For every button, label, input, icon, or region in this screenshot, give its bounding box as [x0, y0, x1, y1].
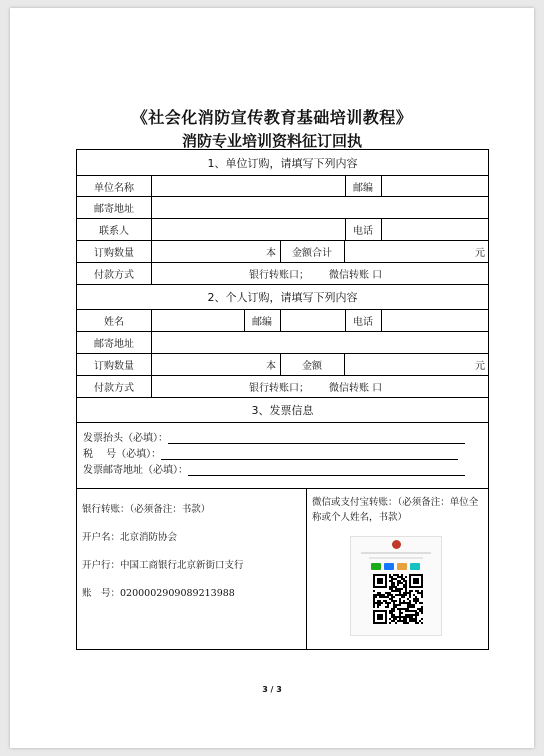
personal-name-field[interactable]	[152, 310, 244, 331]
invoice-mail-label: 发票邮寄地址（必填）：	[83, 465, 188, 476]
page-number: 3 / 3	[262, 685, 282, 694]
unit-address-field[interactable]	[152, 197, 489, 218]
invoice-info-block	[77, 423, 488, 489]
unit-contact-field[interactable]	[152, 219, 345, 240]
unit-quantity-label: 订购数量	[94, 248, 134, 259]
unit-bank-option[interactable]: 银行转账口；	[249, 270, 309, 281]
alipay-icon	[384, 563, 394, 570]
section-invoice-heading-row	[77, 398, 488, 423]
payment-method-icons	[371, 563, 420, 570]
document-title: 《社会化消防宣传教育基础培训教程》	[131, 108, 413, 127]
invoice-tax-label: 税 号（必填）：	[83, 449, 162, 460]
personal-quantity-unit: 本	[266, 361, 276, 372]
document-page	[10, 8, 534, 748]
personal-postcode-field[interactable]	[281, 310, 345, 331]
unit-payment-label: 付款方式	[94, 270, 134, 281]
unit-total-currency: 元	[475, 248, 485, 259]
unit-address-label: 邮寄地址	[94, 204, 134, 215]
payment-qr-card	[350, 536, 442, 636]
personal-wechat-option[interactable]: 微信转账 口	[329, 383, 383, 394]
payment-qr-code[interactable]	[373, 574, 423, 624]
bank-transfer-title: 银行转账：（必须备注：书款）	[82, 504, 211, 515]
unit-address-row	[77, 197, 488, 219]
invoice-header-field[interactable]	[168, 434, 465, 444]
personal-name-label: 姓名	[104, 317, 124, 328]
unit-payment-row	[77, 263, 488, 285]
wechat-pay-icon	[371, 563, 381, 570]
personal-quantity-field[interactable]	[152, 354, 280, 375]
order-form	[76, 149, 489, 650]
cloud-pay-icon	[410, 563, 420, 570]
unit-phone-field[interactable]	[382, 219, 489, 240]
qr-hint-line	[361, 552, 431, 554]
personal-payment-row	[77, 376, 488, 398]
unit-contact-label: 联系人	[99, 226, 129, 237]
unit-total-field[interactable]	[345, 241, 489, 262]
personal-bank-option[interactable]: 银行转账口；	[249, 383, 309, 394]
section-personal-heading-row	[77, 285, 488, 310]
bank-account-name: 开户名：北京消防协会	[82, 532, 178, 543]
personal-phone-label: 电话	[353, 317, 373, 328]
unit-quantity-unit: 本	[266, 248, 276, 259]
unit-name-row	[77, 176, 488, 197]
personal-phone-field[interactable]	[382, 310, 489, 331]
document-subtitle: 消防专业培训资料征订回执	[181, 132, 362, 150]
personal-payment-label: 付款方式	[94, 383, 134, 394]
invoice-header-label: 发票抬头（必填）：	[83, 433, 168, 444]
personal-name-row	[77, 310, 488, 332]
qr-badge-icon	[392, 540, 401, 549]
invoice-tax-field[interactable]	[161, 450, 458, 460]
personal-amount-label: 金额	[302, 361, 322, 372]
unit-name-label: 单位名称	[94, 182, 134, 194]
invoice-mail-line	[83, 461, 465, 476]
invoice-header-line	[83, 429, 465, 444]
bank-branch-name: 开户行：中国工商银行北京新街口支行	[82, 560, 244, 571]
section-unit-heading: 1、单位订购，请填写下列内容	[207, 156, 358, 170]
section-invoice-heading: 3、发票信息	[251, 404, 314, 417]
bank-transfer-panel	[77, 489, 306, 649]
personal-quantity-row	[77, 354, 488, 376]
personal-amount-currency: 元	[475, 361, 485, 372]
invoice-tax-line	[83, 445, 458, 460]
personal-address-row	[77, 332, 488, 354]
wechat-transfer-panel	[306, 489, 490, 649]
section-unit-heading-row	[77, 150, 488, 176]
personal-quantity-label: 订购数量	[94, 361, 134, 372]
section-personal-heading: 2、个人订购，请填写下列内容	[207, 291, 358, 304]
unit-contact-row	[77, 219, 488, 241]
unit-quantity-row	[77, 241, 488, 263]
personal-address-label: 邮寄地址	[94, 339, 134, 350]
unit-wechat-option[interactable]: 微信转账 口	[329, 270, 383, 281]
bank-account-number: 账 号：0200002909089213988	[82, 588, 235, 599]
personal-address-field[interactable]	[152, 332, 489, 353]
personal-amount-field[interactable]	[345, 354, 489, 375]
qr-hint-line	[369, 557, 423, 559]
unit-postcode-field[interactable]	[382, 176, 489, 196]
wechat-transfer-note: 微信或支付宝转账：（必须备注：单位全称或个人姓名，书款）	[312, 497, 479, 523]
invoice-mail-field[interactable]	[188, 466, 465, 476]
unit-phone-label: 电话	[353, 226, 373, 237]
unit-postcode-label: 邮编	[353, 182, 373, 194]
unit-total-label: 金额合计	[292, 248, 332, 259]
personal-postcode-label: 邮编	[252, 317, 272, 328]
unit-quantity-field[interactable]	[152, 241, 280, 262]
payment-info-block	[77, 489, 488, 649]
unit-name-field[interactable]	[152, 176, 345, 196]
unionpay-icon	[397, 563, 407, 570]
